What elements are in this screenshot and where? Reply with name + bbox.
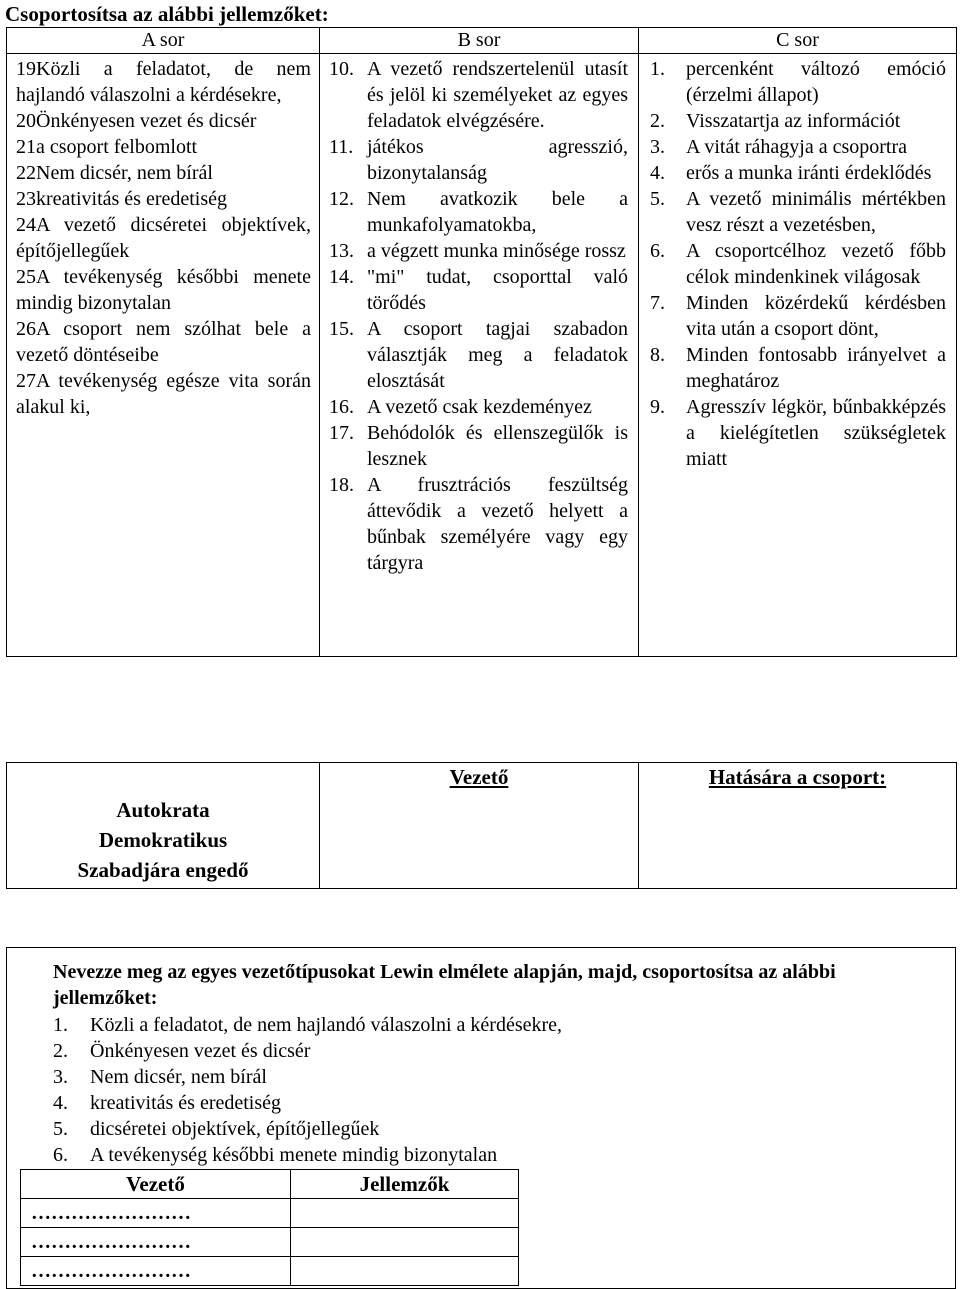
c-item-text: Minden közérdekű kérdésben vita után a csoport dönt, bbox=[686, 292, 946, 340]
b-list bbox=[320, 56, 638, 576]
b-item-text: Nem avatkozik bele a munkafolyamatokba, bbox=[367, 188, 628, 236]
answer-blank[interactable]: …………………… bbox=[21, 1228, 291, 1257]
a-item: 23kreativitás és eredetiség bbox=[16, 188, 228, 210]
c-item-text: percenként változó emóció (érzelmi állapot) bbox=[686, 58, 946, 106]
c-item bbox=[639, 342, 956, 394]
answer-blank[interactable]: …………………… bbox=[21, 1257, 291, 1286]
c-item bbox=[639, 134, 956, 160]
question-list bbox=[53, 1012, 562, 1168]
question-text: Nevezze meg az egyes vezetőtípusokat Lewin elmélete alapján, majd, csoportosítsa az alábbi jellemzőket: bbox=[53, 961, 836, 1009]
b-item-number: 17. bbox=[329, 422, 354, 444]
question-item-text: Önkényesen vezet és dicsér bbox=[90, 1040, 311, 1062]
b-item bbox=[320, 186, 638, 238]
b-item bbox=[320, 264, 638, 316]
a-item: 19Közli a feladatot, de nem hajlandó válaszolni a kérdésekre, bbox=[16, 58, 311, 106]
b-item-text: "mi" tudat, csoporttal való törődés bbox=[367, 266, 628, 314]
c-item-text: erős a munka iránti érdeklődés bbox=[686, 162, 932, 184]
b-item-number: 11. bbox=[329, 136, 354, 158]
answer-cell[interactable] bbox=[291, 1199, 519, 1228]
b-item-number: 15. bbox=[329, 318, 354, 340]
question-item bbox=[53, 1012, 562, 1038]
vezeto-header: Vezető bbox=[449, 765, 509, 789]
a-item: 21a csoport felbomlott bbox=[16, 136, 198, 158]
vezeto-cell bbox=[320, 763, 639, 889]
question-item-text: Közli a feladatot, de nem hajlandó válaszolni a kérdésekre, bbox=[90, 1014, 563, 1036]
question-item bbox=[53, 1142, 562, 1168]
b-item-number: 12. bbox=[329, 188, 354, 210]
b-item-text: A csoport tagjai szabadon választják meg a feladatok elosztását bbox=[367, 318, 628, 392]
question-item-number: 6. bbox=[53, 1144, 68, 1166]
b-item bbox=[320, 56, 638, 134]
question-item bbox=[53, 1116, 562, 1142]
c-item-number: 4. bbox=[650, 162, 665, 184]
answer-blank[interactable]: …………………… bbox=[21, 1199, 291, 1228]
b-item-text: A vezető rendszertelenül utasít és jelöl ki személyeket az egyes feladatok elvégzésére. bbox=[367, 58, 628, 132]
question-item-text: Nem dicsér, nem bírál bbox=[90, 1066, 267, 1088]
c-item bbox=[639, 290, 956, 342]
c-item bbox=[639, 186, 956, 238]
column-c bbox=[639, 54, 957, 657]
leader-types-table bbox=[6, 762, 957, 889]
b-item bbox=[320, 420, 638, 472]
b-item-text: A frusztrációs feszültség áttevődik a vezető helyett a bűnbak személyére vagy egy tárgyra bbox=[367, 474, 628, 574]
a-item: 20Önkényesen vezet és dicsér bbox=[16, 110, 257, 132]
answer-cell[interactable] bbox=[291, 1228, 519, 1257]
c-item-number: 6. bbox=[650, 240, 665, 262]
question-item bbox=[53, 1038, 562, 1064]
c-item-text: A vezető minimális mértékben vesz részt a vezetésben, bbox=[686, 188, 946, 236]
c-item bbox=[639, 394, 956, 472]
question-item-number: 2. bbox=[53, 1040, 68, 1062]
a-item: 24A vezető dicséretei objektívek, építőjellegűek bbox=[16, 214, 311, 262]
a-item: 27A tevékenység egésze vita során alakul ki, bbox=[16, 370, 311, 418]
a-item: 26A csoport nem szólhat bele a vezető döntéseibe bbox=[16, 318, 311, 366]
grouping-table-header bbox=[7, 28, 957, 54]
column-b bbox=[320, 54, 639, 657]
question-item-number: 3. bbox=[53, 1066, 68, 1088]
column-a bbox=[7, 54, 320, 657]
b-item bbox=[320, 238, 638, 264]
c-item-text: Minden fontosabb irányelvet a meghatároz bbox=[686, 344, 946, 392]
a-item: 22Nem dicsér, nem bírál bbox=[16, 162, 213, 184]
b-item bbox=[320, 472, 638, 576]
c-item-number: 5. bbox=[650, 188, 665, 210]
header-c-sor: C sor bbox=[639, 28, 957, 54]
question-box bbox=[6, 947, 956, 1289]
question-item-text: A tevékenység későbbi menete mindig bizonytalan bbox=[90, 1144, 498, 1166]
page-title: Csoportosítsa az alábbi jellemzőket: bbox=[5, 2, 329, 26]
c-item bbox=[639, 108, 956, 134]
c-item bbox=[639, 238, 956, 290]
c-item-text: Visszatartja az információt bbox=[686, 110, 901, 132]
header-a-sor: A sor bbox=[7, 28, 320, 54]
b-item-number: 16. bbox=[329, 396, 354, 418]
grouping-table bbox=[6, 27, 957, 657]
question-item-text: kreativitás és eredetiség bbox=[90, 1092, 282, 1114]
b-item-text: játékos agresszió, bizonytalanság bbox=[367, 136, 628, 184]
c-item-number: 9. bbox=[650, 396, 665, 418]
b-item bbox=[320, 394, 638, 420]
c-list bbox=[639, 56, 956, 472]
c-item-number: 8. bbox=[650, 344, 665, 366]
header-b-sor: B sor bbox=[320, 28, 639, 54]
c-item-text: A csoportcélhoz vezető főbb célok mindenkinek világosak bbox=[686, 240, 946, 288]
b-item-text: A vezető csak kezdeményez bbox=[367, 396, 592, 418]
b-item-number: 10. bbox=[329, 58, 354, 80]
c-item-number: 1. bbox=[650, 58, 665, 80]
c-item-number: 3. bbox=[650, 136, 665, 158]
leader-types-cell bbox=[7, 763, 320, 889]
answer-table bbox=[20, 1169, 519, 1286]
a-item: 25A tevékenység későbbi menete mindig bizonytalan bbox=[16, 266, 311, 314]
hatasara-cell bbox=[639, 763, 957, 889]
question-item bbox=[53, 1090, 562, 1116]
c-item-number: 2. bbox=[650, 110, 665, 132]
b-item-number: 18. bbox=[329, 474, 354, 496]
hatasara-header: Hatására a csoport: bbox=[708, 765, 887, 789]
question-item-text: dicséretei objektívek, építőjellegűek bbox=[90, 1118, 380, 1140]
b-item-number: 13. bbox=[329, 240, 354, 262]
question-item-number: 1. bbox=[53, 1014, 68, 1036]
question-item-number: 5. bbox=[53, 1118, 68, 1140]
b-item bbox=[320, 316, 638, 394]
c-item bbox=[639, 160, 956, 186]
answer-header-jellemzok: Jellemzők bbox=[291, 1170, 519, 1199]
b-item-number: 14. bbox=[329, 266, 354, 288]
answer-header-vezeto: Vezető bbox=[21, 1170, 291, 1199]
type-szabadjara: Szabadjára engedő bbox=[77, 858, 249, 882]
type-autokrata: Autokrata bbox=[116, 798, 210, 822]
b-item-text: Behódolók és ellenszegülők is lesznek bbox=[367, 422, 628, 470]
c-item bbox=[639, 56, 956, 108]
c-item-text: A vitát ráhagyja a csoportra bbox=[686, 136, 908, 158]
answer-cell[interactable] bbox=[291, 1257, 519, 1286]
c-item-text: Agresszív légkör, bűnbakképzés a kielégítetlen szükségletek miatt bbox=[686, 396, 946, 470]
question-item bbox=[53, 1064, 562, 1090]
b-item-text: a végzett munka minősége rossz bbox=[367, 240, 626, 262]
question-item-number: 4. bbox=[53, 1092, 68, 1114]
type-demokratikus: Demokratikus bbox=[98, 828, 228, 852]
b-item bbox=[320, 134, 638, 186]
grouping-table-body bbox=[7, 54, 957, 657]
c-item-number: 7. bbox=[650, 292, 665, 314]
